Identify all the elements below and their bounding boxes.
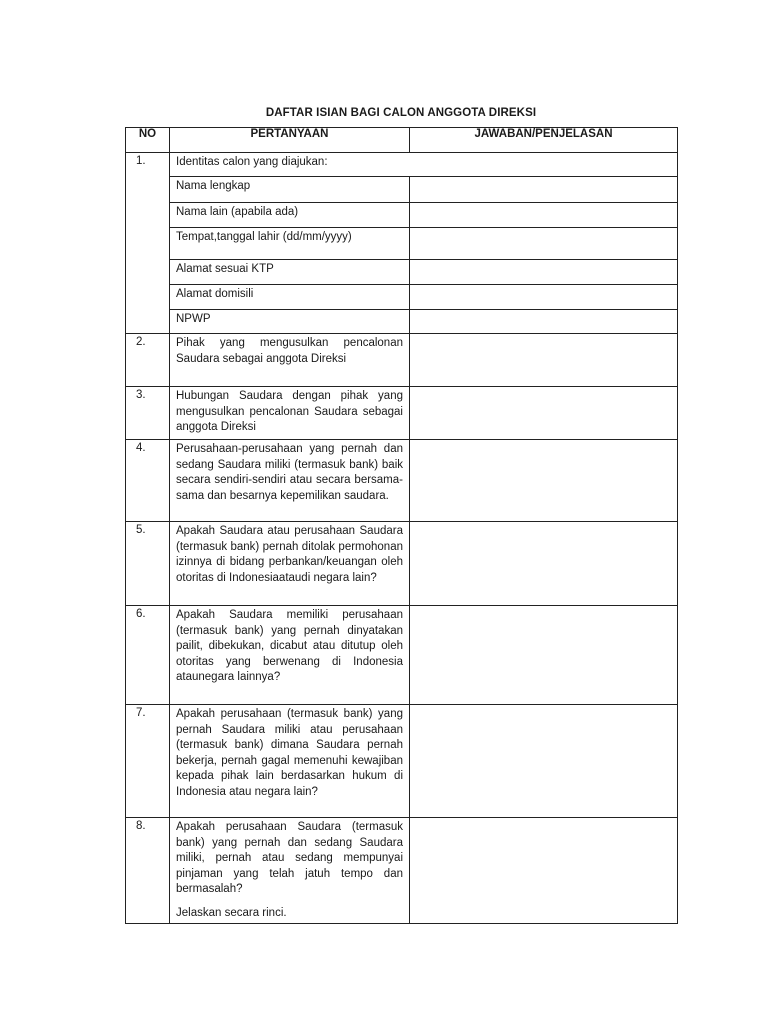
answer-cell[interactable] [410, 387, 678, 440]
question-text: Pihak yang mengusulkan pencalonan Saudara sebagai anggota Direksi [170, 334, 410, 387]
question-main: Apakah perusahaan Saudara (termasuk bank) yang pernah dan sedang Saudara miliki, pernah atau sedang mempunyai pinjaman yang telah jatuh tempo dan bermasalah? [176, 821, 403, 895]
question-text: Hubungan Saudara dengan pihak yang mengusulkan pencalonan Saudara sebagai anggota Direksi [170, 387, 410, 440]
question-instruction: Jelaskan secara rinci. [176, 906, 287, 919]
table-row [126, 334, 678, 387]
answer-alias[interactable] [410, 203, 678, 228]
field-label-full-name: Nama lengkap [170, 177, 410, 203]
row-number: 2. [126, 334, 170, 387]
table-row [126, 387, 678, 440]
header-answer: JAWABAN/PENJELASAN [410, 128, 678, 153]
answer-cell[interactable] [410, 334, 678, 387]
table-row [126, 705, 678, 818]
table-row [126, 177, 678, 203]
table-row [126, 228, 678, 260]
answer-birth[interactable] [410, 228, 678, 260]
table-header-row [126, 128, 678, 153]
table-row [126, 440, 678, 522]
table-row [126, 310, 678, 334]
table-row [126, 285, 678, 310]
field-label-alias: Nama lain (apabila ada) [170, 203, 410, 228]
table-row [126, 522, 678, 606]
answer-ktp-address[interactable] [410, 260, 678, 285]
answer-cell[interactable] [410, 818, 678, 924]
questionnaire-table [125, 127, 678, 924]
document-title: DAFTAR ISIAN BAGI CALON ANGGOTA DIREKSI [265, 107, 537, 119]
field-label-domicile: Alamat domisili [170, 285, 410, 310]
table-row [126, 818, 678, 924]
row-number: 6. [126, 606, 170, 705]
question-text: Apakah Saudara atau perusahaan Saudara (termasuk bank) pernah ditolak permohonan izinnya di bidang perbankan/keuangan oleh otoritas di Indonesiaataudi negara lain? [170, 522, 410, 606]
answer-full-name[interactable] [410, 177, 678, 203]
row-number: 1. [126, 153, 170, 334]
question-text: Apakah perusahaan (termasuk bank) yang pernah Saudara miliki atau perusahaan (termasuk bank) dimana Saudara pernah bekerja, pernah gagal memenuhi kewajiban kepada pihak lain berdasarkan hukum di Indonesia atau negara lain? [170, 705, 410, 818]
answer-npwp[interactable] [410, 310, 678, 334]
row-number: 7. [126, 705, 170, 818]
answer-cell[interactable] [410, 705, 678, 818]
row-number: 3. [126, 387, 170, 440]
row-number: 4. [126, 440, 170, 522]
answer-cell[interactable] [410, 522, 678, 606]
answer-domicile[interactable] [410, 285, 678, 310]
field-label-ktp-address: Alamat sesuai KTP [170, 260, 410, 285]
answer-cell[interactable] [410, 606, 678, 705]
field-label-birth: Tempat,tanggal lahir (dd/mm/yyyy) [170, 228, 410, 260]
table-row [126, 203, 678, 228]
field-label-npwp: NPWP [170, 310, 410, 334]
table-row [126, 260, 678, 285]
header-question: PERTANYAAN [170, 128, 410, 153]
table-row [126, 153, 678, 177]
question-text: Apakah Saudara memiliki perusahaan (termasuk bank) yang pernah dinyatakan pailit, dibekukan, dicabut atau ditutup oleh otoritas yang berwenang di Indonesia ataunegara lainnya? [170, 606, 410, 705]
row-number: 5. [126, 522, 170, 606]
identity-intro: Identitas calon yang diajukan: [170, 153, 678, 177]
question-text [170, 818, 410, 924]
question-text: Perusahaan-perusahaan yang pernah dan sedang Saudara miliki (termasuk bank) baik secara sendiri-sendiri atau secara bersama-sama dan besarnya kepemilikan saudara. [170, 440, 410, 522]
row-number: 8. [126, 818, 170, 924]
table-row [126, 606, 678, 705]
answer-cell[interactable] [410, 440, 678, 522]
header-no: NO [126, 128, 170, 153]
